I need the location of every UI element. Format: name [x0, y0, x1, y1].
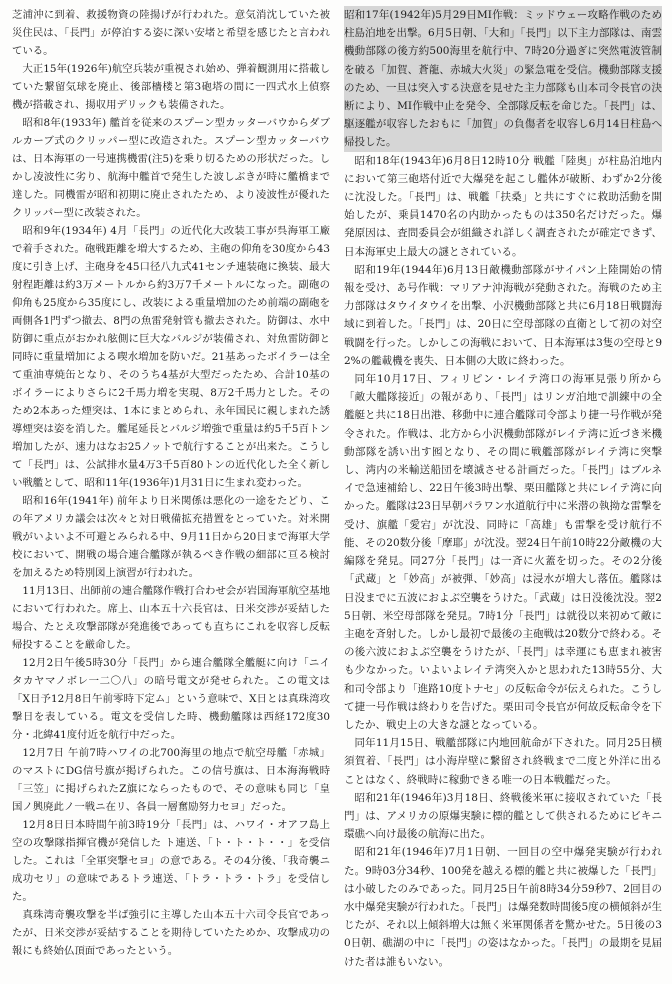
paragraph: 昭和19年(1944年)6月13日敵機動部隊がサイパン上陸開始の情報を受け、あ号作戦：マリアナ沖海戦が発動された。海戦のため主力部隊はタウイタウイを出撃、小沢機動部隊と共に6月18日戦闘海域に到着した。「長門」は、20日に空母部隊の直衛として初の対空戦闘を行った。しかしこの海戦において、日本海軍は3隻の空母と92%の艦載機を喪失、日本側の大敗に終わった。	[344, 263, 662, 367]
paragraph: 芝浦沖に到着、救援物資の陸揚げが行われた。意気消沈していた被災住民は、「長門」が停泊する姿に深い安堵と希望を感じたと言われている。	[12, 9, 330, 57]
paragraph: 昭和8年(1933年) 艦首を従来のスプーン型カッターバウからダブルカーブ式のクリッパー型に改造された。スプーン型カッターバウは、日本海軍の一号連携機雷(注5)を乗り切るための形状だった。しかし凌波性に劣り、航海中艦首で発生した波しぶきが時に艦橋まで達した。同機雷が昭和初期に廃止されたため、より凌波性が優れたクリッパー型に改装された。	[12, 117, 330, 219]
paragraph: 昭和9年(1934年) 4月「長門」の近代化大改装工事が呉海軍工廠で着手された。砲戦距離を増大するため、主砲の仰角を30度から43度に引き上げ、主砲身を45口径八九式41センチ連装砲に換装、最大射程距離は約3万メートルから約3万7千メートルになった。副砲の仰角も25度から35度にし、改装による重量増加のため前端の副砲を両側各1門ずつ撤去、8門の魚雷発射管も撤去された。防御は、水中防御に重点がおかれ舷側に巨大なバルジが装備され、対魚雷防御と同時に重量増加による喫水増加を防いだ。21基あったボイラーは全て重油専焼缶となり、そのうち4基が大型だったため、合計10基のボイラーによりさらに2千馬力増を実現、8万2千馬力とした。そのため2本あった煙突は、1本にまとめられ、永年国民に親しまれた誘導煙突は姿を消した。艦尾延長とバルジ増強で重量は約5千5百トン増加したが、速力はなお25ノットで航行することが出来た。こうして「長門」は、公試排水量4万3千5百80トンの近代化した全く新しい戦艦として、昭和11年(1936年)1月31日に生まれ変わった。	[12, 225, 330, 489]
paragraph: 11月13日、出師前の連合艦隊作戦打合わせ会が岩国海軍航空基地において行われた。席上、山本五十六長官は、日米交渉が妥結した場合、たとえ攻撃部隊が発進後であっても直ちにこれを収容し反転帰投することを厳命した。	[12, 585, 330, 651]
right-column	[344, 6, 662, 976]
paragraph: 12月7日 午前7時ハワイの北700海里の地点で航空母艦「赤城」のマストにDG信号旗が掲げられた。この信号旗は、日本海海戦時「三笠」に掲げられたZ旗にならったもので、その意味も同じ「皇国ノ興廃此ノ一戦ニ在リ、各員一層奮励努力セヨ」だった。	[12, 747, 330, 813]
paragraph: 昭和17年(1942年)5月29日MI作戦：ミッドウェー攻略作戦のため柱島泊地を出撃。6月5日朝、「大和」「長門」以下主力部隊は、南雲機動部隊の後方約500海里を航行中、7時20分過ぎに突然電波管制を破る「加賀、蒼龍、赤城大火災」の緊急電を受信。機動部隊支援のため、一旦は突入する決意を見せた主力部隊も山本司令長官の決断により、MI作戦中止を発令、全部隊反転を命じた。「長門」は、駆逐艦が収容したおもに「加賀」の負傷者を収容し6月14日柱島へ帰投した。	[344, 6, 662, 152]
paragraph: 大正15年(1926年)航空兵装が重視され始め、弾着観測用に搭載していた繋留気球を廃止、後部檣楼と第3砲塔の間に一四式水上偵察機が搭載され、揚収用デリックも装備された。	[12, 63, 330, 111]
paragraph: 昭和16年(1941年) 前年より日米関係は悪化の一途をたどり、この年アメリカ議会は次々と対日戦備拡充措置をとっていた。対米開戦がいよいよ不可避とみられる中、9月11日から20日まで海軍大学校において、開戦の場合連合艦隊が執るべき作戦の細部に亘る検討を加えるため特別図上演習が行われた。	[12, 495, 330, 579]
paragraph: 同年10月17日、フィリピン・レイテ湾口の海軍見張り所から「敵大艦隊接近」の報があり、「長門」はリンガ泊地で訓練中の全艦艇と共に18日出港、移動中に連合艦隊司令部より捷一号作戦が発令された。作戦は、北方から小沢機動部隊がレイテ湾に近づき米機動部隊を誘い出す囮となり、その間に戦艦部隊がレイテ湾に突撃し、湾内の米輸送船団を壊滅させる計画だった。「長門」はブルネイで急速補給し、22日午後3時出撃、栗田艦隊と共にレイテ湾に向かった。艦隊は23日早朝パラワン水道航行中に米潜の執拗な雷撃を受け、旗艦「愛宕」が沈没、同時に「高雄」も雷撃を受け航行不能、その20数分後「摩耶」が沈没。翌24日午前10時22分敵機の大編隊を発見。同27分「長門」は一斉に火蓋を切った。その2分後「武蔵」と「妙高」が被弾、「妙高」は浸水が増大し落伍。艦隊は日没までに五波におよぶ空襲をうけた。「武蔵」は日没後沈没。翌25日朝、米空母部隊を発見。7時1分「長門」は就役以来初めて敵に主砲を斉射した。しかし最初で最後の主砲戦は20数分で終わる。その後六波におよぶ空襲をうけたが、「長門」は幸運にも恵まれ被害も少なかった。いよいよレイテ湾突入かと思われた13時55分、大和司令部より「進路10度トナセ」の反転命令が伝えられた。こうして捷一号作戦は終わりを告げた。栗田司令長官が何故反転命令を下したか、戦史上の大きな謎となっている。	[344, 373, 662, 731]
paragraph: 12月2日午後5時30分「長門」から連合艦隊全艦艇に向け「ニイタカヤマノボレ一二〇八」の暗号電文が発せられた。この電文は「X日予12月8日午前零時下定ム」という意味で、X日とは真珠湾攻撃日を表している。電文を受信した時、機動艦隊は西経172度30分・北緯41度付近を航行中だった。	[12, 657, 330, 741]
paragraph: 真珠湾奇襲攻撃を半ば強引に主導した山本五十六司令長官であったが、日米交渉が妥結することを期待していたためか、攻撃成功の報にも終始仏頂面であったという。	[12, 909, 330, 957]
paragraph: 昭和18年(1943年)6月8日12時10分 戦艦「陸奥」が柱島泊地内において第三砲塔付近で大爆発を起こし艦体が破断、わずか2分後に沈没した。「長門」は、戦艦「扶桑」と共にすぐに救助活動を開始したが、乗員1470名の内助かったものは350名だけだった。爆発原因は、査問委員会が組織され詳しく調査されたが確定できず、日本海軍史上最大の謎とされている。	[344, 154, 662, 258]
paragraph: 昭和21年(1946年)7月1日朝、一回目の空中爆発実験が行われた。9時03分34秒、100発を越える標的艦と共に被爆した「長門」は小破したのみであった。同月25日午前8時34分59秒7、2回目の水中爆発実験が行われた。「長門」は爆発数時間後5度の横傾斜が生じたが、それ以上傾斜増大は無く米軍関係者を驚かせた。5日後の30日朝、礁湖の中に「長門」の姿はなかった。「長門」の最期を見届けた者は誰もいない。	[344, 846, 662, 968]
paragraph: 同年11月15日、戦艦部隊に内地回航命が下された。同月25日横須賀着、「長門」は小海岸壁に繋留され終戦まで二度と外洋に出ることはなく、終戦時に稼動できる唯一の日本戦艦だった。	[344, 737, 662, 786]
paragraph: 昭和21年(1946年)3月18日、終戦後米軍に接収されていた「長門」は、アメリカの原爆実験に標的艦として供されるためにビキニ環礁へ向け最後の航海に出た。	[344, 791, 662, 841]
left-column	[12, 6, 330, 976]
paragraph: 12月8日日本時間午前3時19分「長門」は、ハワイ・オアフ島上空の攻撃隊指揮官機が発信した ト連送、「ト・ト・ト・・」を受信した。これは「全軍突撃セヨ」の意である。その4分後、「我奇襲ニ成功セリ」の意味であるトラ連送、「トラ・トラ・トラ」を受信した。	[12, 819, 330, 903]
